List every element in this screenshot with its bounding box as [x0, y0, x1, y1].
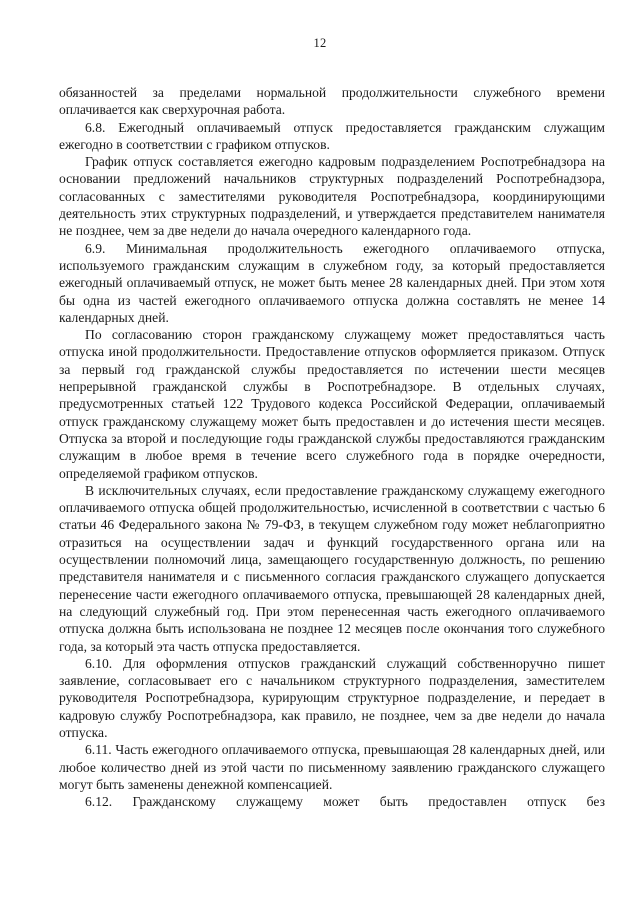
paragraph-6-8: 6.8. Ежегодный оплачиваемый отпуск предоставляется гражданским служащим ежегодно в соответствии с графиком отпусков.: [59, 119, 605, 152]
paragraph-6-9: 6.9. Минимальная продолжительность ежегодного оплачиваемого отпуска, используемого гражданским служащим в служебном году, за который предоставляется ежегодный оплачиваемый отпуск, не может быть менее 28 календарных дней. При этом хотя бы одна из частей ежегодного оплачиваемого отпуска должна составлять не менее 14 календарных дней.: [59, 240, 605, 325]
paragraph-vacation-schedule: График отпуск составляется ежегодно кадровым подразделением Роспотребнадзора на основании предложений начальников структурных подразделений Роспотребнадзора, согласованных с заместителями руководителя Роспотребнадзора, координирующими деятельность этих структурных подразделений, и утверждается представителем нанимателя не позднее, чем за две недели до начала очередного календарного года.: [59, 154, 605, 239]
paragraph-6-11: 6.11. Часть ежегодного оплачиваемого отпуска, превышающая 28 календарных дней, или любое количество дней из этой части по письменному заявлению гражданского служащего могут быть заменены денежной компенсацией.: [59, 742, 605, 792]
paragraph-agreement: По согласованию сторон гражданскому служащему может предоставляться часть отпуска иной продолжительности. Предоставление отпусков оформляется приказом. Отпуск за первый год гражданской службы предоставляется по истечении шести месяцев непрерывной гражданской службы в Роспотребнадзоре. В отдельных случаях, предусмотренных статьей 122 Трудового кодекса Российской Федерации, оплачиваемый отпуск гражданскому служащему может быть предоставлен и до истечения шести месяцев. Отпуска за второй и последующие годы гражданской службы предоставляются гражданским служащим в любое время в течение всего служебного года в порядке очередности, определяемой графиком отпусков.: [59, 327, 605, 481]
page-number: 12: [313, 36, 327, 50]
document-body: [59, 84, 605, 810]
paragraph-continuation: обязанностей за пределами нормальной продолжительности служебного времени оплачивается как сверхурочная работа.: [59, 85, 605, 118]
paragraph-6-12: 6.12. Гражданскому служащему может быть предоставлен отпуск без: [85, 794, 605, 810]
paragraph-6-10: 6.10. Для оформления отпусков гражданский служащий собственноручно пишет заявление, согласовывает его с начальником структурного подразделения, заместителем руководителя Роспотребнадзора, курирующим структурное подразделение, и передает в кадровую службу Роспотребнадзора, как правило, не позднее, чем за две недели до начала отпуска.: [59, 655, 605, 740]
paragraph-exceptional-cases: В исключительных случаях, если предоставление гражданскому служащему ежегодного оплачиваемого отпуска общей продолжительностью, исчисленной в соответствии с частью 6 статьи 46 Федерального закона № 79-ФЗ, в текущем служебном году может неблагоприятно отразиться на осуществлении задач и функций государственного органа или на осуществлении полномочий лица, замещающего государственную должность, по решению представителя нанимателя и с письменного согласия гражданского служащего допускается перенесение части ежегодного оплачиваемого отпуска, превышающей 28 календарных дней, на следующий служебный год. При этом перенесенная часть ежегодного оплачиваемого отпуска должна быть использована не позднее 12 месяцев после окончания того служебного года, за который эта часть отпуска предоставляется.: [59, 482, 605, 654]
